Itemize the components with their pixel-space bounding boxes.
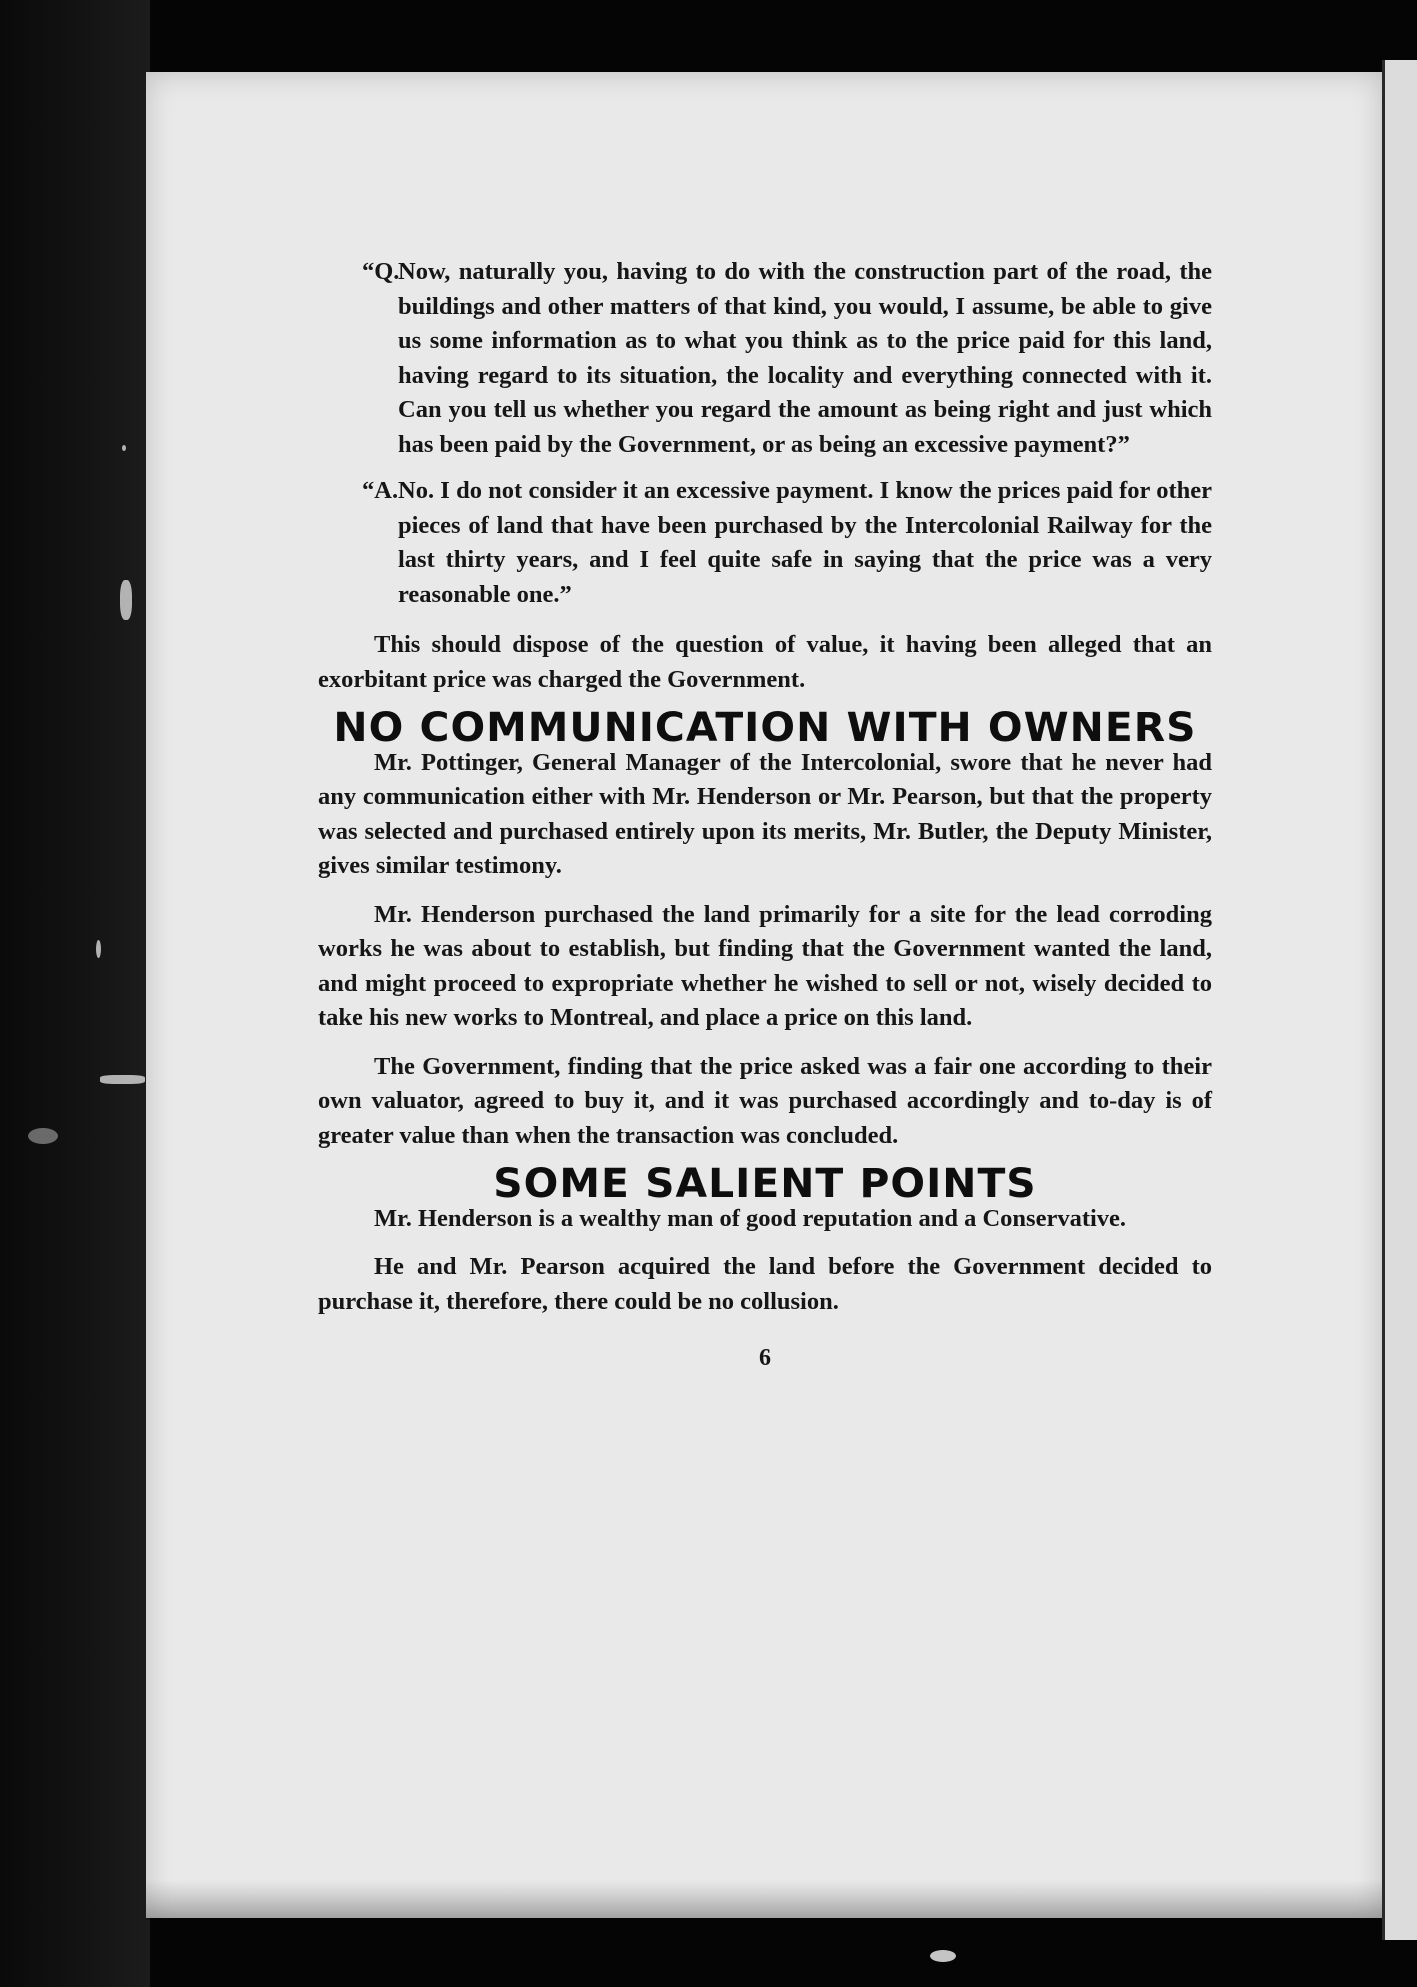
- scan-speck: [96, 940, 101, 958]
- testimony-answer: [318, 474, 1212, 612]
- question-label: “Q.: [362, 258, 400, 285]
- paragraph-no-collusion: He and Mr. Pearson acquired the land before the Government decided to purchase it, therefore, there could be no collusion.: [318, 1253, 1212, 1315]
- scan-speck: [930, 1950, 956, 1962]
- adjacent-page-edge: [1382, 60, 1417, 1940]
- scan-speck: [120, 580, 132, 620]
- answer-text: No. I do not consider it an excessive payment. I know the prices paid for other pieces of land that have been purchased by the Intercolonial Railway for the last thirty years, and I feel quite safe in saying that the price was a very reasonable one.”: [398, 477, 1212, 608]
- section-heading-salient-points: SOME SALIENT POINTS: [493, 1161, 1037, 1207]
- testimony-question: [318, 255, 1212, 462]
- intro-paragraph: This should dispose of the question of value, it having been alleged that an exorbitant price was charged the Government.: [318, 631, 1212, 693]
- scan-speck: [100, 1075, 145, 1084]
- paragraph-pottinger: Mr. Pottinger, General Manager of the Intercolonial, swore that he never had any communication either with Mr. Henderson or Mr. Pearson, but that the property was selected and purchased entirely upon its merits, Mr. Butler, the Deputy Minister, gives similar testimony.: [318, 748, 1212, 879]
- scan-speck: [28, 1128, 58, 1144]
- section-heading-no-communication: NO COMMUNICATION WITH OWNERS: [333, 705, 1197, 751]
- page-number: 6: [759, 1345, 771, 1371]
- page-bottom-shadow: [146, 1880, 1382, 1920]
- question-text: Now, naturally you, having to do with the construction part of the road, the buildings and other matters of that kind, you would, I assume, be able to give us some information as to what you think as to the price paid for this land, having regard to its situation, the locality and everything connected with it. Can you tell us whether you regard the amount as being right and just which has been paid by the Government, or as being an excessive payment?”: [398, 258, 1212, 458]
- page-content: [318, 255, 1212, 1376]
- answer-label: “A.: [362, 477, 399, 504]
- scan-left-margin: [0, 0, 150, 1987]
- paragraph-government-valuation: The Government, finding that the price asked was a fair one according to their own valuator, agreed to buy it, and it was purchased accordingly and to-day is of greater value than when the transaction was concluded.: [318, 1052, 1212, 1149]
- paragraph-henderson-reputation: Mr. Henderson is a wealthy man of good reputation and a Conservative.: [374, 1204, 1127, 1232]
- scan-speck: [122, 445, 126, 451]
- paragraph-henderson-purchase: Mr. Henderson purchased the land primarily for a site for the lead corroding works he was about to establish, but finding that the Government wanted the land, and might proceed to expropriate whether he wished to sell or not, wisely decided to take his new works to Montreal, and place a price on this land.: [318, 900, 1212, 1031]
